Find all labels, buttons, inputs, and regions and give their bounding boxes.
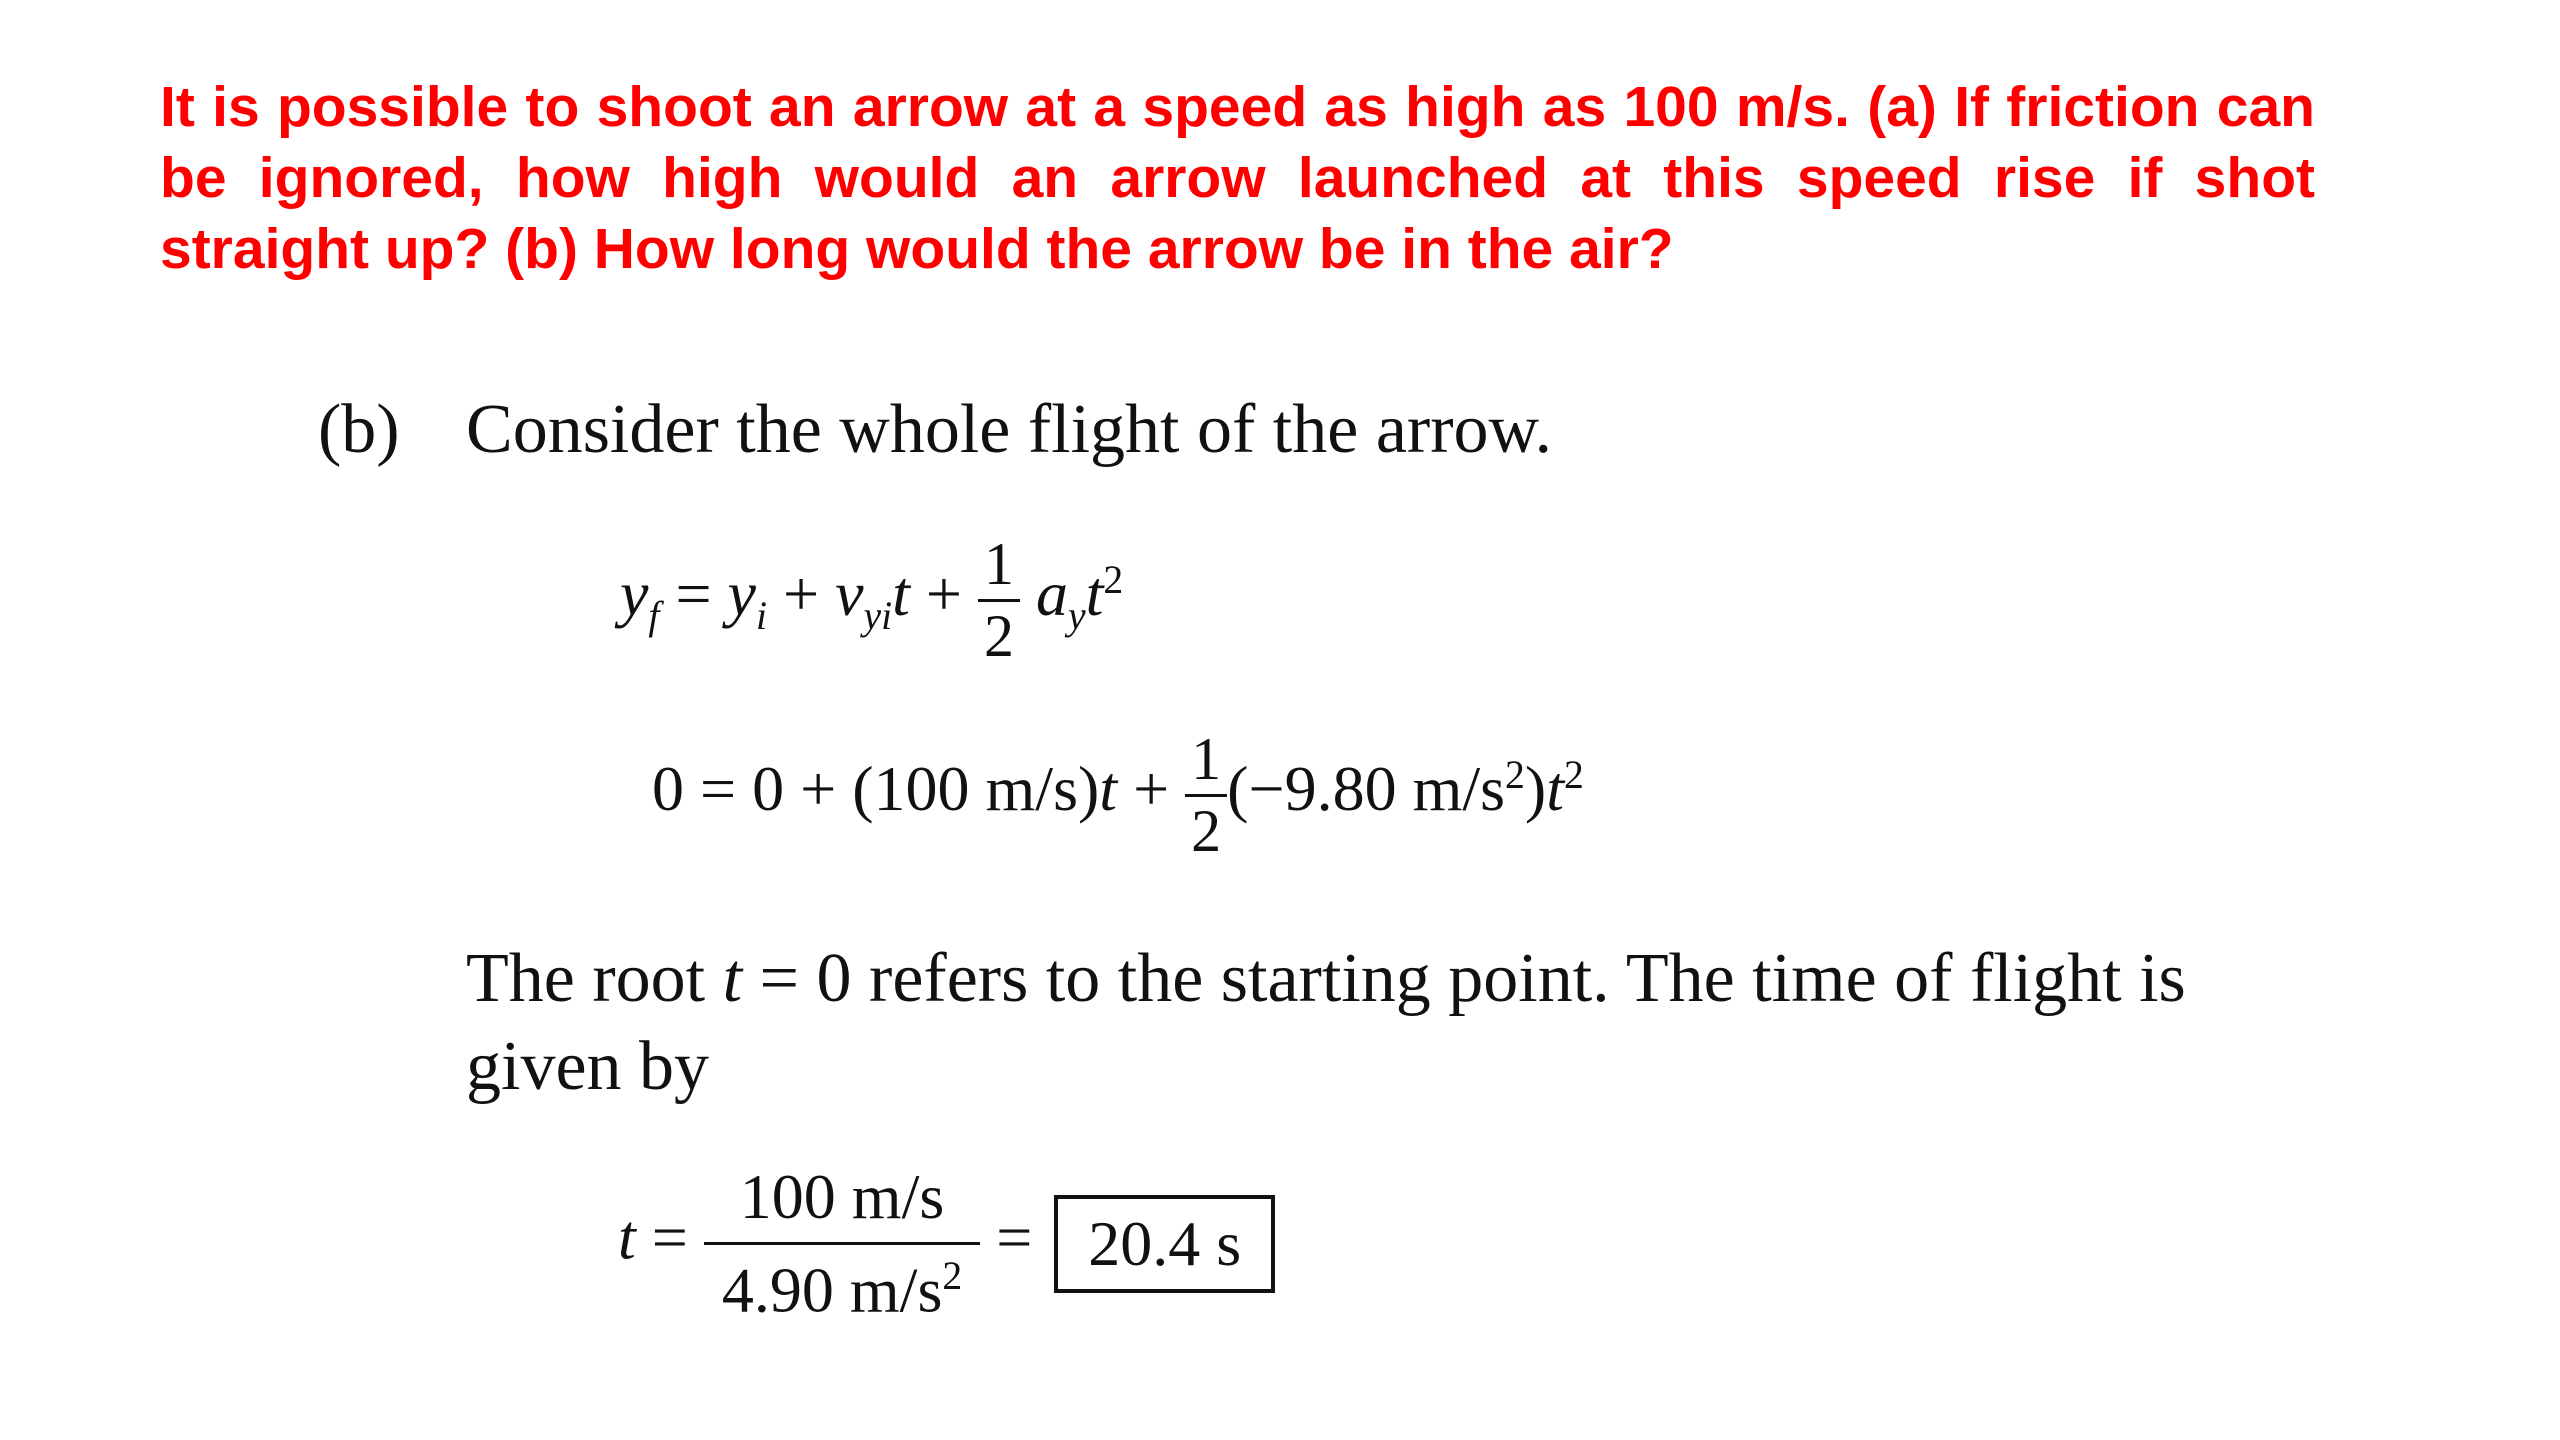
eq1-equals: = (675, 558, 712, 630)
eq1-y: y (620, 558, 649, 630)
eq1-plus1: + (782, 558, 820, 630)
eq3-numerator: 100 m/s (739, 1161, 945, 1232)
eq3-denominator (704, 1242, 980, 1327)
eq1-t2: t (1085, 558, 1104, 630)
explanation-part2: = 0 refers to the starting point. The time of flight is given by (466, 940, 2186, 1105)
eq3-equals: = (635, 1201, 704, 1273)
eq2-close: ) (1524, 753, 1547, 825)
eq1-t2-sup: 2 (1103, 557, 1124, 602)
eq1-v: v (835, 558, 864, 630)
eq2-t2: t (1546, 753, 1564, 825)
time-of-flight-equation (618, 1160, 1275, 1327)
eq2-accel-sup: 2 (1505, 752, 1525, 797)
eq1-half-den: 2 (978, 599, 1020, 671)
part-intro: Consider the whole flight of the arrow. (466, 391, 1553, 468)
eq1-half-num: 1 (983, 531, 1014, 597)
eq1-v-sub: yi (863, 593, 893, 638)
part-label: (b) (318, 391, 400, 468)
eq1-plus2: + (925, 558, 962, 630)
eq2-lhs: 0 = 0 + (100 m/s) (652, 753, 1100, 825)
result-box: 20.4 s (1054, 1195, 1275, 1293)
eq2-half-den: 2 (1185, 794, 1227, 866)
eq1-f-sub: f (648, 593, 660, 638)
eq3-den-text: 4.90 m/s (721, 1254, 943, 1326)
problem-statement: It is possible to shoot an arrow at a speed as high as 100 m/s. (a) If friction can be ignored, how high would an arrow launched at this speed rise if shot straight up? (b) How long would the arrow be in the air? (160, 75, 2315, 281)
eq3-t: t (618, 1201, 636, 1273)
explanation-text (466, 935, 2266, 1111)
eq3-equals2: = (980, 1201, 1049, 1273)
eq1-a: a (1035, 558, 1068, 630)
eq1-half-fraction (978, 530, 1020, 671)
eq2-half-num: 1 (1191, 726, 1222, 792)
explanation-var: t (722, 940, 743, 1017)
kinematic-equation (620, 530, 1123, 671)
eq1-a-sub: y (1067, 593, 1086, 638)
eq2-half-fraction (1185, 725, 1227, 866)
eq3-den-sup: 2 (942, 1254, 963, 1298)
eq2-t2-sup: 2 (1563, 752, 1584, 797)
eq3-fraction (704, 1160, 980, 1327)
eq2-t1: t (1099, 753, 1118, 825)
eq1-t1: t (892, 558, 910, 630)
substituted-equation (652, 725, 1584, 866)
eq1-yi: y (727, 558, 756, 630)
eq2-accel: (−9.80 m/s (1227, 753, 1506, 825)
eq1-yi-sub: i (755, 593, 767, 638)
explanation-part1: The root (466, 940, 723, 1017)
eq2-plus: + (1117, 753, 1186, 825)
